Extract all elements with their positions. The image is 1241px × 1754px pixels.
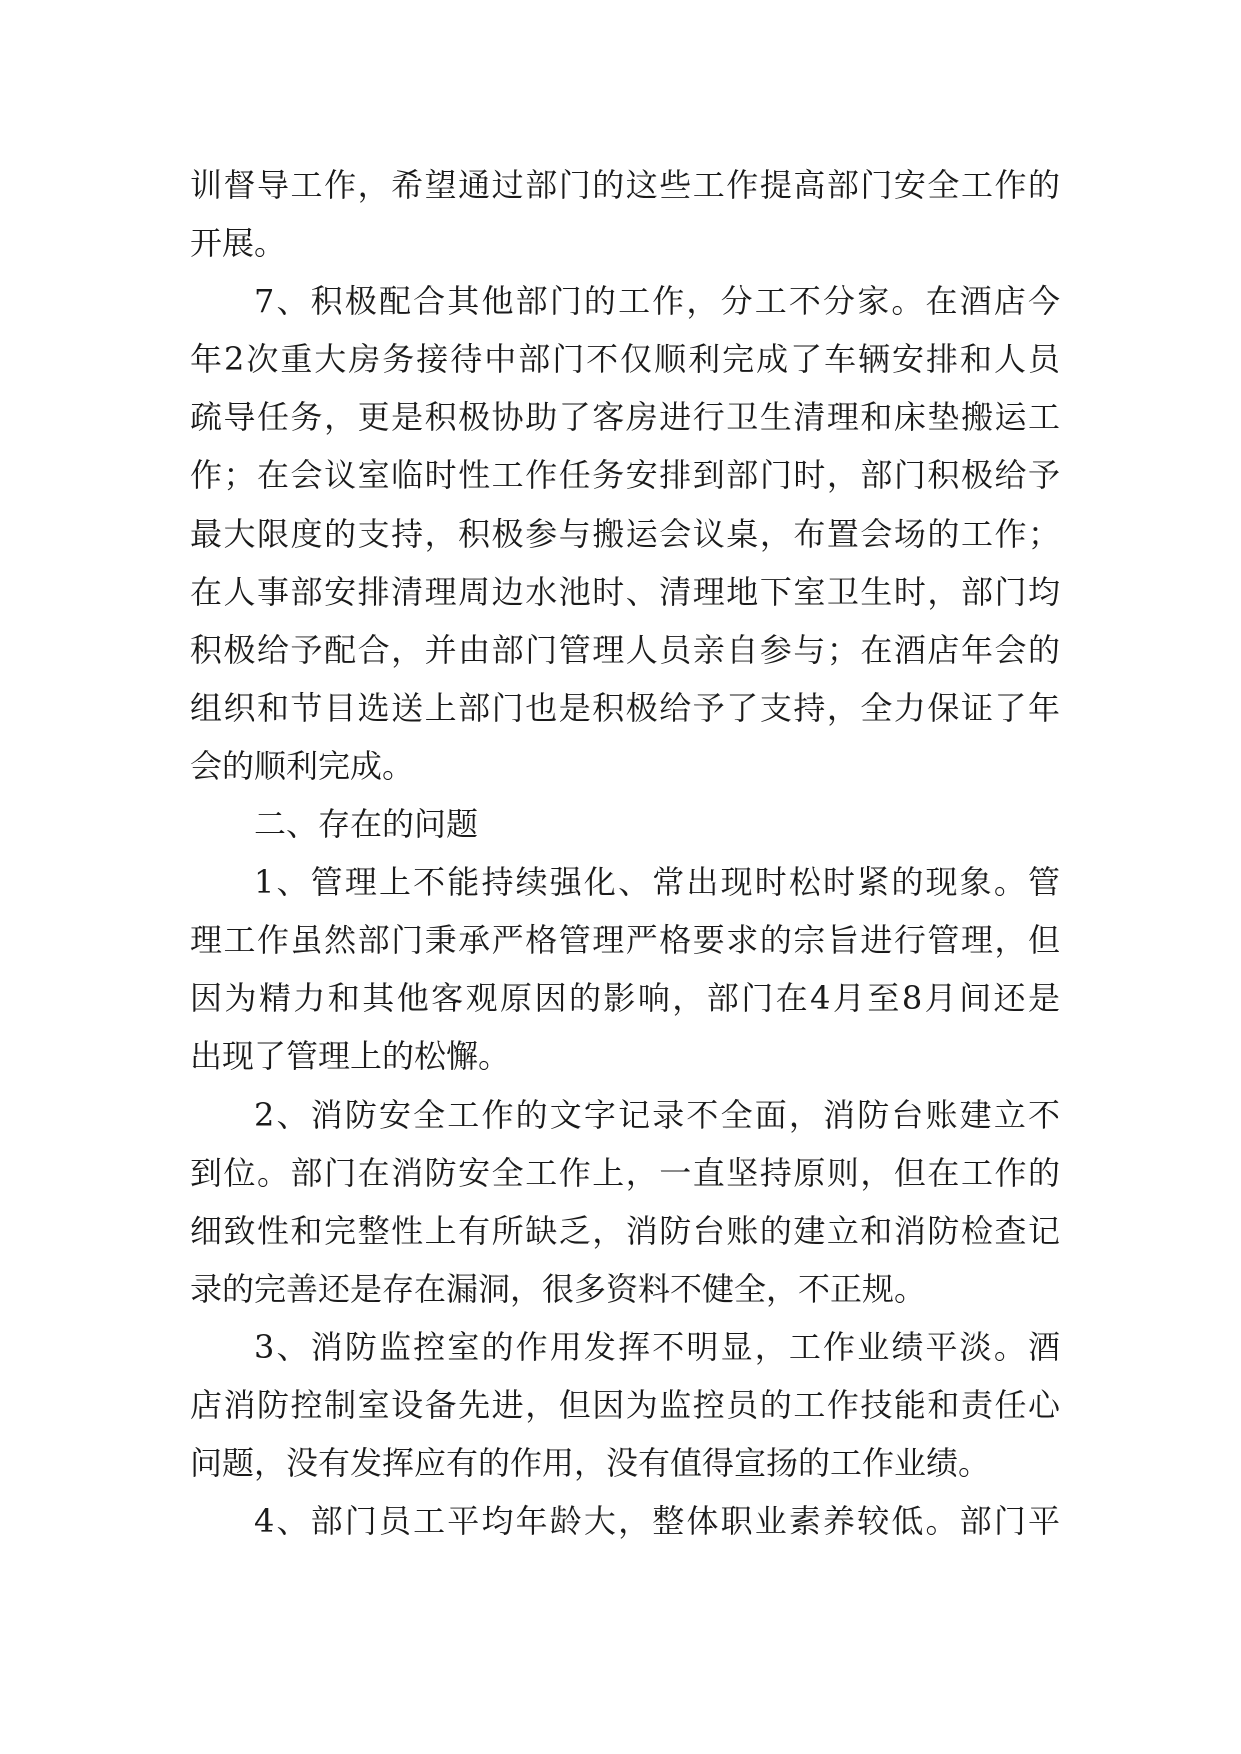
- text-line: 最大限度的支持，积极参与搬运会议桌，布置会场的工作；: [190, 514, 1060, 553]
- text-line: 理工作虽然部门秉承严格管理严格要求的宗旨进行管理，但: [190, 921, 1060, 960]
- text-line: 作；在会议室临时性工作任务安排到部门时，部门积极给予: [190, 456, 1060, 495]
- text-line: 积极给予配合，并由部门管理人员亲自参与；在酒店年会的: [190, 630, 1060, 669]
- text-line: 年2次重大房务接待中部门不仅顺利完成了车辆安排和人员: [190, 340, 1060, 379]
- text-line: 细致性和完整性上有所缺乏，消防台账的建立和消防检查记: [190, 1211, 1060, 1250]
- text-line: 开展。: [190, 224, 287, 263]
- text-line: 会的顺利完成。: [190, 746, 415, 785]
- text-line: 训督导工作，希望通过部门的这些工作提高部门安全工作的: [190, 166, 1060, 204]
- body-text: [190, 156, 1060, 1550]
- text-line: 录的完善还是存在漏洞，很多资料不健全，不正规。: [190, 1269, 927, 1308]
- text-line: 出现了管理上的松懈。: [190, 1037, 511, 1076]
- text-line: 疏导任务，更是积极协助了客房进行卫生清理和床垫搬运工: [190, 398, 1060, 437]
- text-line: 二、存在的问题: [254, 805, 479, 844]
- text-line: 3、消防监控室的作用发挥不明显，工作业绩平淡。酒: [254, 1327, 1060, 1366]
- text-line: 到位。部门在消防安全工作上，一直坚持原则，但在工作的: [190, 1153, 1060, 1192]
- text-line: 因为精力和其他客观原因的影响，部门在4月至8月间还是: [190, 979, 1060, 1018]
- text-line: 在人事部安排清理周边水池时、清理地下室卫生时，部门均: [190, 572, 1060, 611]
- text-line: 2、消防安全工作的文字记录不全面，消防台账建立不: [254, 1095, 1060, 1134]
- text-line: 1、管理上不能持续强化、常出现时松时紧的现象。管: [254, 863, 1060, 902]
- text-line: 4、部门员工平均年龄大，整体职业素养较低。部门平: [254, 1502, 1060, 1541]
- text-line: 问题，没有发挥应有的作用，没有值得宣扬的工作业绩。: [190, 1444, 991, 1483]
- text-line: 组织和节目选送上部门也是积极给予了支持，全力保证了年: [190, 688, 1060, 727]
- text-line: 7、积极配合其他部门的工作，分工不分家。在酒店今: [254, 282, 1060, 321]
- text-line: 店消防控制室设备先进，但因为监控员的工作技能和责任心: [190, 1385, 1060, 1424]
